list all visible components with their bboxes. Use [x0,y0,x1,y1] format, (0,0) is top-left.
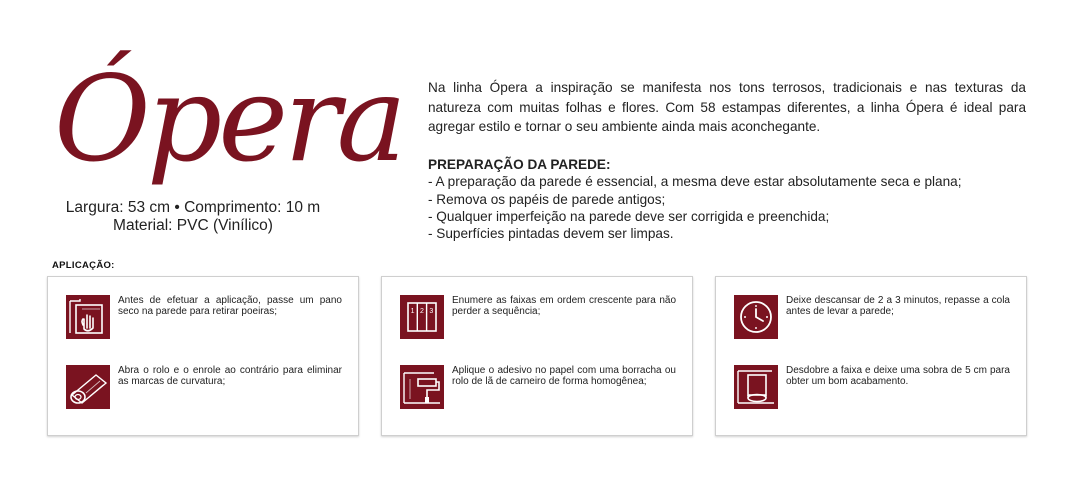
strip-number: 2 [420,308,424,315]
application-step [734,365,1010,409]
application-step [66,295,342,339]
preparation-heading: PREPARAÇÃO DA PAREDE: [428,157,611,172]
preparation-item: - Qualquer imperfeição na parede deve ser corrigida e preenchida; [428,208,830,224]
opera-logo [52,10,403,200]
step-text: Aplique o adesivo no papel com uma borracha ou rolo de lã de carneiro de forma homogênea; [452,365,676,388]
strip-number: 3 [429,308,434,315]
specs-material: Material: PVC (Vinílico) [113,217,273,234]
step-text: Deixe descansar de 2 a 3 minutos, repasse a cola antes de levar a parede; [786,295,1010,318]
preparation-item: - A preparação da parede é essencial, a mesma deve estar absolutamente seca e plana; [428,174,962,190]
preparation-item: - Remova os papéis de parede antigos; [428,191,666,207]
logo-text: Ópera [54,50,403,188]
step-text: Abra o rolo e o enrole ao contrário para eliminar as marcas de curvatura; [118,365,342,388]
application-step [66,365,342,409]
application-step [734,295,1010,339]
product-specs [40,199,346,235]
intro-paragraph: Na linha Ópera a inspiração se manifesta nos tons terrosos, tradicionais e nas texturas da natureza com muitas folhas e flores. Com 58 estampas diferentes, a linha Ópera é ideal para agregar estilo e tornar o seu ambiente ainda mais aconchegante. [428,80,1026,134]
application-step [400,365,676,409]
numbered-strips-icon [400,295,444,339]
application-step [400,295,676,339]
application-label: APLICAÇÃO: [52,260,115,271]
step-text: Antes de efetuar a aplicação, passe um pano seco na parede para retirar poeiras; [118,295,342,318]
application-card-3 [715,276,1027,436]
application-card-1 [47,276,359,436]
specs-dimensions: Largura: 53 cm • Comprimento: 10 m [65,199,321,216]
step-text: Enumere as faixas em ordem crescente para não perder a sequência; [452,295,676,318]
roll-icon [66,365,110,409]
preparation-item: - Superfícies pintadas devem ser limpas. [428,226,674,242]
clock-icon [734,295,778,339]
wipe-wall-icon [66,295,110,339]
strip-number: 1 [410,308,415,315]
application-card-2 [381,276,693,436]
wall-preparation [428,156,1038,242]
paint-roller-icon [400,365,444,409]
unfold-strip-icon [734,365,778,409]
step-text: Desdobre a faixa e deixe uma sobra de 5 cm para obter um bom acabamento. [786,365,1010,388]
